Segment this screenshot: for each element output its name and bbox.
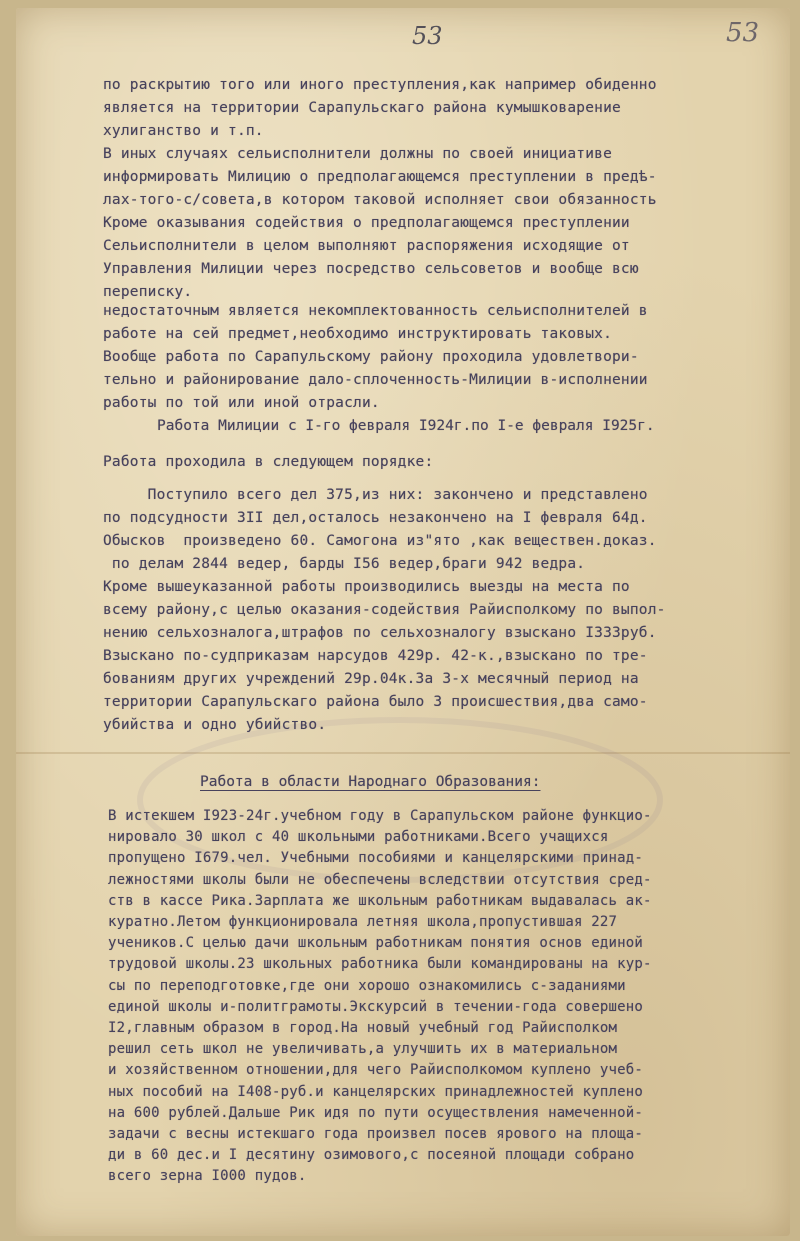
text-line: информировать Милицию о предполагающемся преступлении в предѣ- <box>103 169 657 185</box>
text-line: бованиям других учреждений 29р.04к.За 3-х месячный период на <box>103 671 639 687</box>
paragraph-work-order <box>103 451 753 474</box>
text-line: ди в 60 дес.и I десятину озимового,с посеяной площади собрано <box>108 1147 635 1164</box>
text-line: работе на сей предмет,необходимо инструктировать таковых. <box>103 326 612 342</box>
paragraph-crime-disclosure <box>103 74 753 304</box>
text-line: ных пособий на I408-руб.и канцелярских принадлежностей куплено <box>108 1083 643 1100</box>
paragraph-militia-statistics <box>103 484 753 737</box>
text-line: решил сеть школ не увеличивать,а улучшить их в материальном <box>108 1041 618 1058</box>
text-line: пропущено I679.чел. Учебными пособиями и канцелярскими принад- <box>108 850 643 867</box>
text-line: ств в кассе Рика.Зарплата же школьным работникам выдавалась ак- <box>108 892 652 909</box>
handwritten-page-number: 53 <box>412 22 443 50</box>
text-line: Взыскано по-судприказам нарсудов 429р. 42-к.,взыскано по тре- <box>103 648 648 664</box>
text-line: единой школы и-политграмоты.Экскурсий в течении-года совершено <box>108 998 643 1015</box>
text-line: сы по переподготовке,где они хорошо ознакомились с-заданиями <box>108 977 626 994</box>
education-heading: Работа в области Народнаго Образования: <box>200 774 541 790</box>
text-line: по подсудности 3II дел,осталось незакончено на I февраля 64д. <box>103 510 648 526</box>
text-line: Управления Милиции через посредство сельсоветов и вообще всю <box>103 261 639 277</box>
text-line: работы по той или иной отрасли. <box>103 395 380 411</box>
text-line: куратно.Летом функционировала летняя школа,пропустившая 227 <box>108 914 618 931</box>
text-line: Кроме вышеуказанной работы производились выезды на места по <box>103 579 630 595</box>
text-line: всего зерна I000 пудов. <box>108 1168 307 1185</box>
text-line: на 600 рублей.Дальше Рик идя по пути осуществления намеченной- <box>108 1104 643 1121</box>
text-line: трудовой школы.23 школьных работника были командированы на кур- <box>108 956 652 973</box>
militia-work-heading: Работа Милиции с I-го февраля I924г.по I-е февраля I925г. <box>157 418 655 434</box>
text-line: Вообще работа по Сарапульскому району проходила удовлетвори- <box>103 349 639 365</box>
text-line: хулиганство и т.п. <box>103 123 264 139</box>
text-line: является на территории Сарапульскаго района кумышковарение <box>103 100 621 116</box>
text-line: В иных случаях сельисполнители должны по своей инициативе <box>103 146 612 162</box>
text-line: учеников.С целью дачи школьным работникам понятия основ единой <box>108 935 643 952</box>
text-line: Поступило всего дел 375,из них: закончено и представлено <box>103 487 648 503</box>
text-line: Обысков произведено 60. Самогона из"ято ,как веществен.доказ. <box>103 533 657 549</box>
text-line: нировало 30 школ с 40 школьными работниками.Всего учащихся <box>108 829 609 846</box>
text-line: убийства и одно убийство. <box>103 717 327 733</box>
text-line: нению сельхозналога,штрафов по сельхозналогу взыскано I333руб. <box>103 625 657 641</box>
paragraph-education <box>108 806 773 1188</box>
text-line: лах-того-с/совета,в котором таковой исполняет свои обязанность <box>103 192 657 208</box>
text-line: и хозяйственном отношении,для чего Райисполкомом куплено учеб- <box>108 1062 643 1079</box>
corner-page-number: 53 <box>726 18 760 48</box>
text-line: тельно и районирование дало-сплоченность-Милиции в-исполнении <box>103 372 648 388</box>
text-line: по делам 2844 ведер, барды I56 ведер,браги 942 ведра. <box>103 556 586 572</box>
text-line: недостаточным является некомплектованность сельисполнителей в <box>103 303 648 319</box>
text-line: I2,главным образом в город.На новый учебный год Райисполком <box>108 1020 618 1037</box>
text-line: всему району,с целью оказания-содействия Райисполкому по выпол- <box>103 602 666 618</box>
text-line: В истекшем I923-24г.учебном году в Сарапульском районе функцио- <box>108 808 652 824</box>
text-line: по раскрытию того или иного преступления,как например обиденно <box>103 77 657 93</box>
paragraph-staffing <box>103 300 753 415</box>
text-line: лежностями школы были не обеспечены вследствии отсутствия сред- <box>108 871 652 888</box>
text-line: задачи с весны истекшаго года произвел посев ярового на площа- <box>108 1126 643 1143</box>
text-line: территории Сарапульскаго района было 3 происшествия,два само- <box>103 694 648 710</box>
text-line: Работа проходила в следующем порядке: <box>103 454 434 470</box>
text-line: переписку. <box>103 284 193 300</box>
text-line: Сельисполнители в целом выполняют распоряжения исходящие от <box>103 238 630 254</box>
text-line: Кроме оказывания содействия о предполагающемся преступлении <box>103 215 630 231</box>
